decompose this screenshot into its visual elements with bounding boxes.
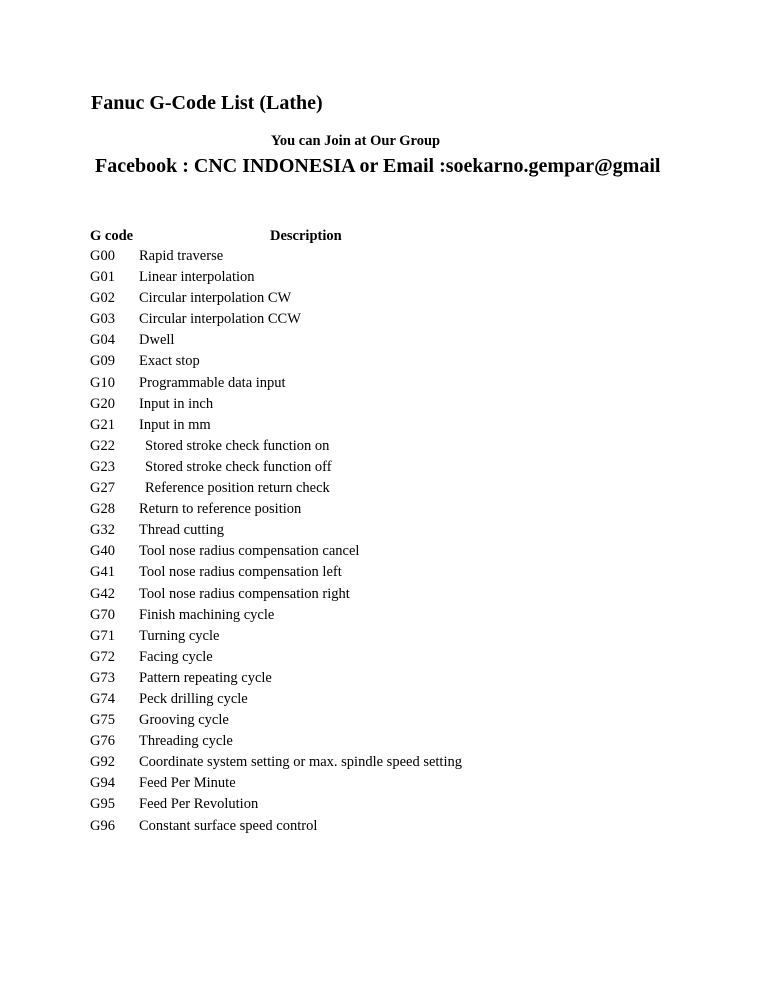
row-description: Return to reference position [139,501,302,518]
document-title: Fanuc G-Code List (Lathe) [91,92,323,114]
row-code: G10 [90,374,115,391]
row-description: Feed Per Minute [139,775,236,792]
row-code: G92 [90,754,115,771]
row-description: Facing cycle [139,648,213,665]
row-code: G40 [90,543,115,560]
row-code: G32 [90,522,115,539]
row-code: G71 [90,627,115,644]
row-code: G21 [90,416,115,433]
row-code: G03 [90,311,115,328]
row-code: G09 [90,353,115,370]
row-description: Stored stroke check function on [145,437,330,454]
row-description: Feed Per Revolution [139,796,259,813]
row-description: Reference position return check [145,480,330,497]
row-description: Input in inch [139,395,214,412]
row-code: G94 [90,775,115,792]
row-code: G00 [90,248,115,264]
row-description: Turning cycle [139,627,220,644]
row-code: G01 [90,269,115,286]
row-description: Thread cutting [139,522,224,539]
row-code: G04 [90,332,115,349]
row-description: Rapid traverse [139,248,224,264]
row-description: Programmable data input [139,374,286,391]
row-code: G73 [90,669,115,686]
row-description: Pattern repeating cycle [139,669,272,686]
row-description: Peck drilling cycle [139,690,248,707]
table-header [90,228,342,245]
row-description: Grooving cycle [139,712,229,729]
row-code: G70 [90,606,115,623]
row-code: G41 [90,564,115,581]
row-description: Dwell [139,332,175,349]
row-description: Coordinate system setting or max. spindle speed setting [139,754,462,771]
row-code: G23 [90,458,115,475]
row-code: G72 [90,648,115,665]
row-description: Tool nose radius compensation left [139,564,342,581]
contact-line: Facebook : CNC INDONESIA or Email :soekarno.gempar@gmail [95,155,661,177]
row-description: Constant surface speed control [139,817,318,834]
row-description: Circular interpolation CW [139,290,292,307]
row-description: Linear interpolation [139,269,255,286]
row-code: G76 [90,733,115,750]
document-subtitle: You can Join at Our Group [271,133,441,149]
row-code: G27 [90,480,115,497]
row-description: Stored stroke check function off [145,458,332,475]
row-code: G22 [90,437,115,454]
row-description: Tool nose radius compensation cancel [139,543,360,560]
row-code: G74 [90,690,115,707]
row-description: Threading cycle [139,733,233,750]
row-description: Finish machining cycle [139,606,275,623]
row-code: G02 [90,290,115,307]
row-code: G96 [90,817,115,834]
row-description: Tool nose radius compensation right [139,585,350,602]
row-code: G20 [90,395,115,412]
row-code: G95 [90,796,115,813]
row-code: G75 [90,712,115,729]
header-description: Description [270,228,342,244]
row-description: Circular interpolation CCW [139,311,301,328]
row-code: G28 [90,501,115,518]
row-code: G42 [90,585,115,602]
row-description: Input in mm [139,416,211,433]
row-description: Exact stop [139,353,200,370]
header-g-code: G code [90,228,134,244]
